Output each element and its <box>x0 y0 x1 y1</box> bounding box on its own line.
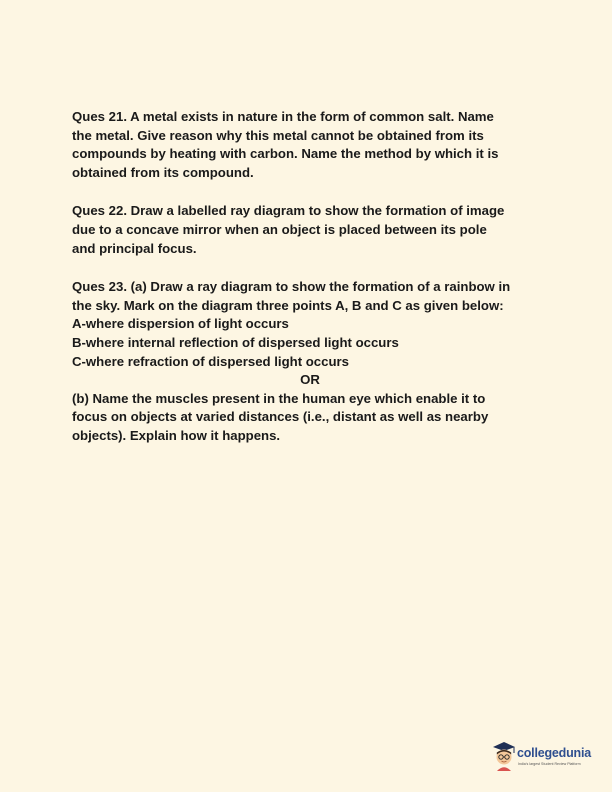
question-line: compounds by heating with carbon. Name the method by which it is <box>72 146 499 162</box>
logo-tagline: India's largest Student Review Platform <box>518 762 581 766</box>
question-line: and principal focus. <box>72 240 197 256</box>
question-line: B-where internal reflection of dispersed light occurs <box>72 334 399 350</box>
or-separator: OR <box>300 372 320 388</box>
question-line: (b) Name the muscles present in the human eye which enable it to <box>72 390 486 406</box>
question-line: the sky. Mark on the diagram three points A, B and C as given below: <box>72 297 504 313</box>
question-line: C-where refraction of dispersed light occurs <box>72 353 349 369</box>
question-line: due to a concave mirror when an object is placed between its pole <box>72 221 487 237</box>
document-page <box>72 108 542 466</box>
question-line: objects). Explain how it happens. <box>72 427 281 443</box>
question-21 <box>72 108 542 182</box>
question-23 <box>72 278 542 445</box>
question-line: A-where dispersion of light occurs <box>72 316 289 332</box>
question-22 <box>72 202 542 258</box>
question-line: obtained from its compound. <box>72 164 254 180</box>
question-line: Ques 21. A metal exists in nature in the form of common salt. Name <box>72 109 494 124</box>
collegedunia-logo <box>492 740 602 780</box>
student-mascot-icon <box>492 740 516 772</box>
logo-wordmark: collegedunia <box>517 746 592 760</box>
question-line: the metal. Give reason why this metal cannot be obtained from its <box>72 127 484 143</box>
question-line: Ques 23. (a) Draw a ray diagram to show the formation of a rainbow in <box>72 279 511 295</box>
question-line: focus on objects at varied distances (i.e., distant as well as nearby <box>72 409 489 425</box>
question-line: Ques 22. Draw a labelled ray diagram to show the formation of image <box>72 203 505 219</box>
